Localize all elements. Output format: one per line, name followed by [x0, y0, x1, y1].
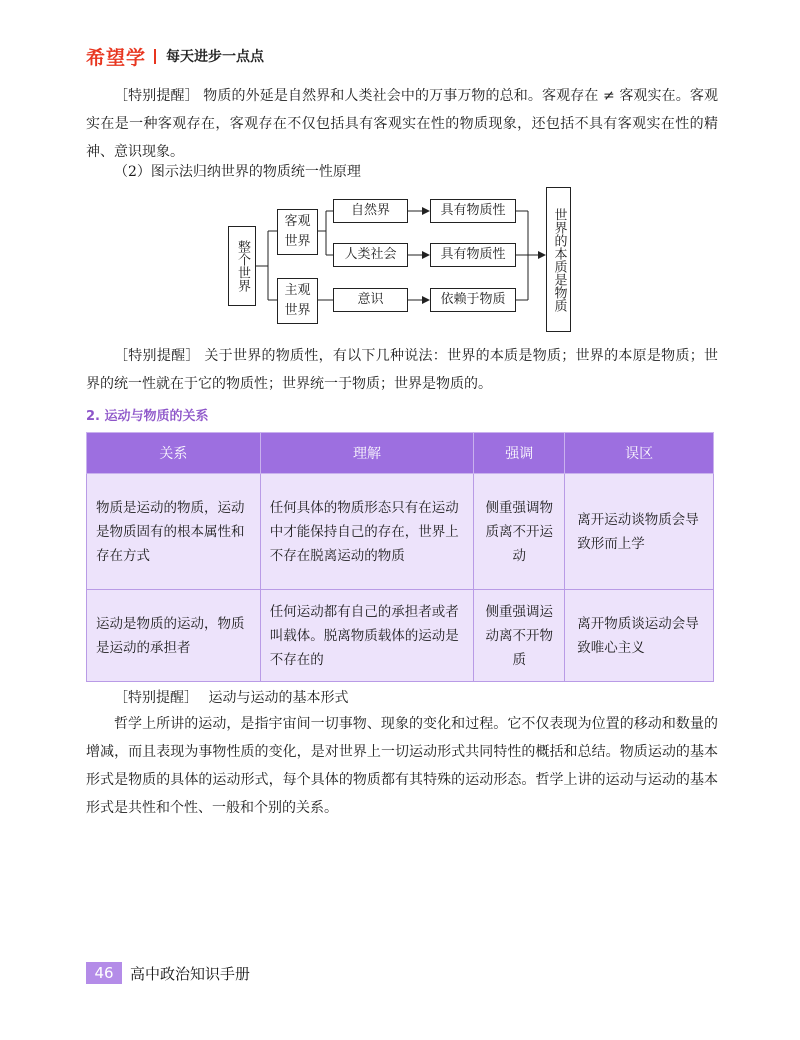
table-cell: 离开运动谈物质会导致形而上学 [565, 474, 714, 590]
column-header: 误区 [565, 433, 714, 474]
table-row [87, 590, 714, 682]
table-cell: 侧重强调物质离不开运动 [474, 474, 565, 590]
table-header-row [87, 433, 714, 474]
page-number: 46 [86, 962, 122, 984]
materiality-box-2: 具有物质性 [430, 243, 516, 267]
human-society-box: 人类社会 [333, 243, 408, 267]
table-cell: 侧重强调运动离不开物质 [474, 590, 565, 682]
note-tag: ［特别提醒］ [114, 690, 198, 706]
note-text: 物质的外延是自然界和人类社会中的万事万物的总和。客观存在 ≠ 客观实在。客观实在是一种客观存在，客观存在不仅包括具有客观实在性的物质现象，还包括不具有客观实在性的精神、意识现象。 [86, 88, 719, 160]
note-tag: ［特别提醒］ [114, 348, 200, 364]
column-header: 强调 [474, 433, 565, 474]
whole-world-box: 整个世界 [228, 226, 256, 306]
materiality-box-1: 具有物质性 [430, 199, 516, 223]
diagram-subtitle: （2）图示法归纳世界的物质统一性原理 [114, 164, 361, 180]
subjective-world-box: 主观世界 [277, 278, 318, 324]
depends-on-matter-box: 依赖于物质 [430, 288, 516, 312]
objective-world-box: 客观世界 [277, 209, 318, 255]
table-cell: 任何运动都有自己的承担者或者叫载体。脱离物质载体的运动是不存在的 [260, 590, 474, 682]
header-slogan: 每天进步一点点 [166, 49, 265, 65]
consciousness-box: 意识 [333, 288, 408, 312]
motion-explanation-paragraph: 哲学上所讲的运动，是指宇宙间一切事物、现象的变化和过程。它不仅表现为位置的移动和数量的增减，而且表现为事物性质的变化，是对世界上一切运动形式共同特性的概括和总结。物质运动的基本形式是物质的具体的运动形式，每个具体的物质都有其特殊的运动形态。哲学上讲的运动与运动的基本形式是共性和个性、一般和个别的关系。 [86, 716, 718, 816]
note-tag: ［特别提醒］ [114, 88, 199, 104]
nature-box: 自然界 [333, 199, 408, 223]
table-cell: 运动是物质的运动，物质是运动的承担者 [87, 590, 261, 682]
table-cell: 任何具体的物质形态只有在运动中才能保持自己的存在，世界上不存在脱离运动的物质 [260, 474, 474, 590]
column-header: 关系 [87, 433, 261, 474]
note-text: 关于世界的物质性，有以下几种说法：世界的本质是物质；世界的本原是物质；世界的统一性就在于它的物质性；世界统一于物质；世界是物质的。 [86, 348, 719, 392]
table-row [87, 474, 714, 590]
brand-logo: 希望学 [86, 46, 147, 69]
section-title: 2. 运动与物质的关系 [86, 409, 209, 424]
column-header: 理解 [260, 433, 474, 474]
table-cell: 离开物质谈运动会导致唯心主义 [565, 590, 714, 682]
book-name: 高中政治知识手册 [130, 964, 251, 983]
table-cell: 物质是运动的物质，运动是物质固有的根本属性和存在方式 [87, 474, 261, 590]
note-text: 运动与运动的基本形式 [208, 690, 349, 706]
motion-matter-table [86, 432, 714, 682]
conclusion-box: 世界的本质是物质 [546, 187, 571, 332]
note-paragraph-2 [86, 342, 718, 398]
page-footer [86, 962, 250, 984]
note-paragraph-3 [86, 684, 718, 712]
